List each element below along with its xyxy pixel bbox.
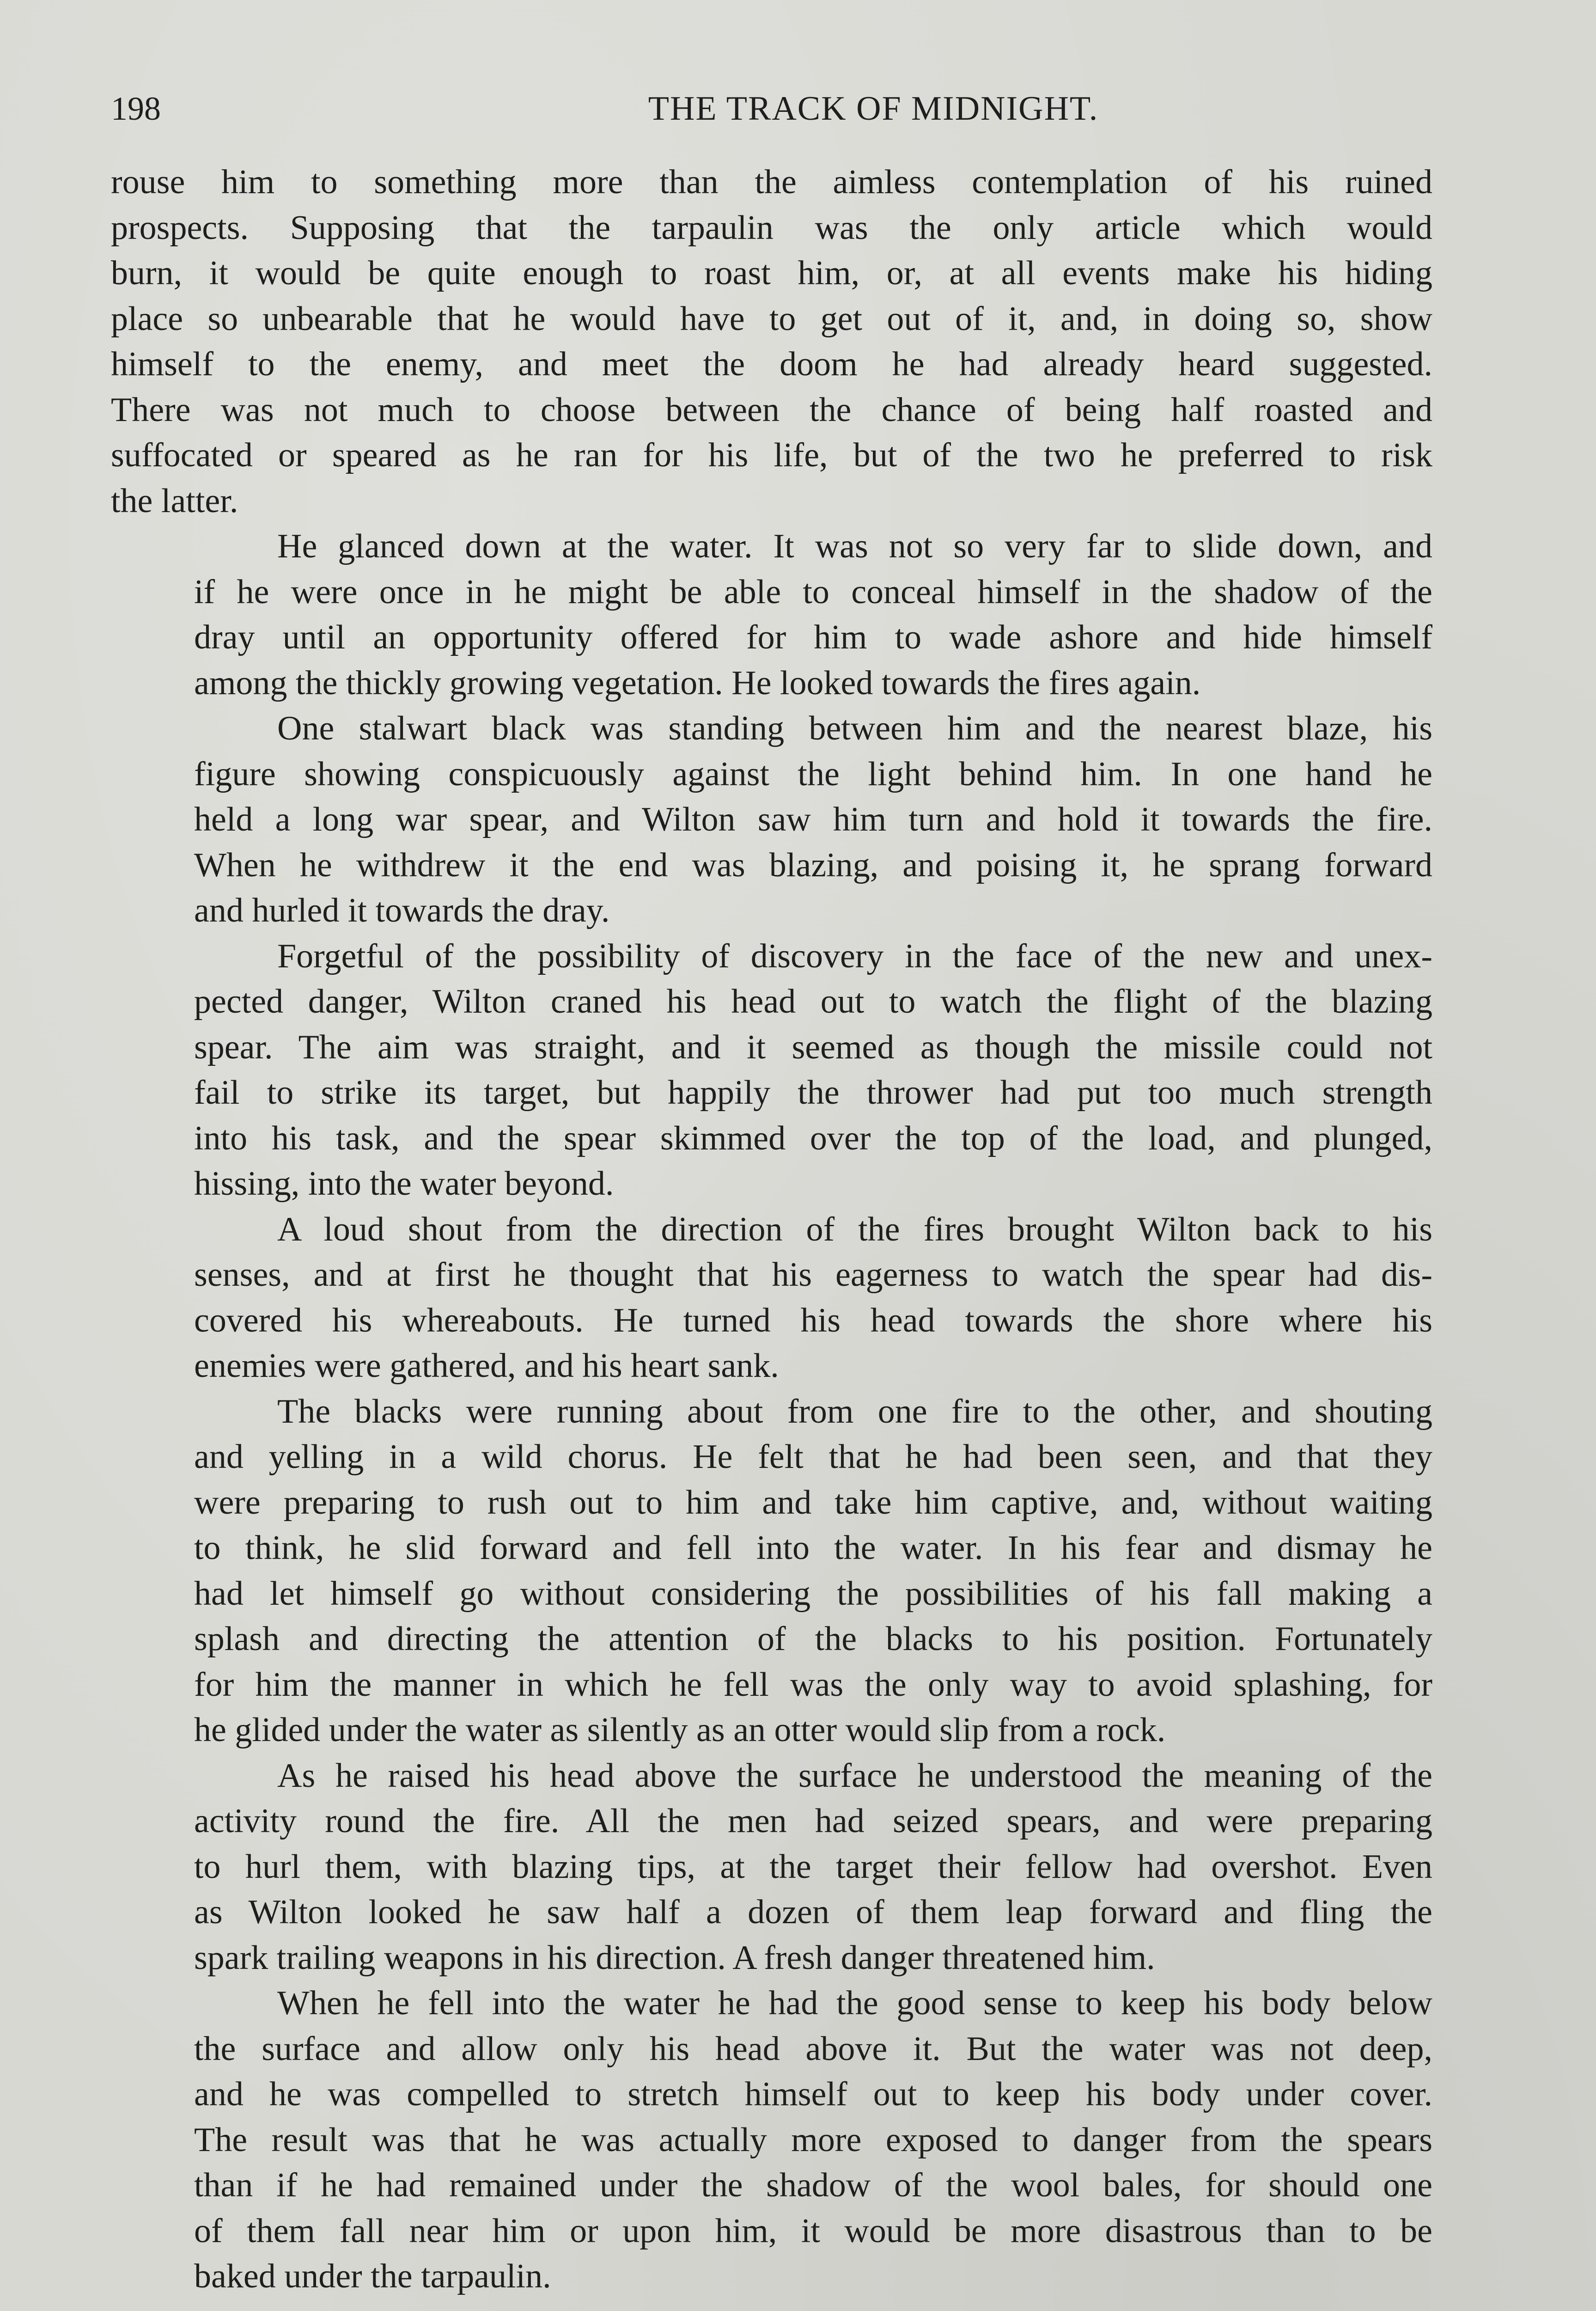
paragraph — [111, 524, 1432, 706]
text-line: When he withdrew it the end was blazing, and poising it, he sprang forward — [194, 846, 1432, 884]
text-line: fail to strike its target, but happily the thrower had put too much strength — [194, 1074, 1432, 1112]
text-line: The result was that he was actually more exposed to danger from the spears — [194, 2121, 1432, 2159]
text-line: of them fall near him or upon him, it would be more disastrous than to be — [194, 2212, 1432, 2250]
text-line: and he was compelled to stretch himself out to keep his body under cover. — [194, 2075, 1432, 2113]
text-line: if he were once in he might be able to conceal himself in the shadow of the — [194, 573, 1432, 611]
text-line: among the thickly growing vegetation. He looked towards the fires again. — [194, 664, 1201, 702]
text-line: dray until an opportunity offered for him to wade ashore and hide himself — [194, 618, 1432, 656]
paragraph — [111, 159, 1432, 524]
text-line: senses, and at first he thought that his eagerness to watch the spear had dis- — [194, 1256, 1432, 1294]
text-line: place so unbearable that he would have to get out of it, and, in doing so, show — [111, 300, 1432, 338]
text-line: than if he had remained under the shadow of the wool bales, for should one — [194, 2166, 1432, 2204]
text-line: he glided under the water as silently as an otter would slip from a rock. — [194, 1711, 1166, 1749]
text-line: prospects. Supposing that the tarpaulin was the only article which would — [111, 208, 1432, 247]
text-line: hissing, into the water beyond. — [194, 1165, 614, 1203]
text-line: He glanced down at the water. It was not so very far to slide down, and — [277, 527, 1432, 565]
text-line: covered his whereabouts. He turned his head towards the shore where his — [194, 1301, 1432, 1339]
text-line: There was not much to choose between the chance of being half roasted and — [111, 391, 1432, 429]
text-line: spark trailing weapons in his direction. A fresh danger threatened him. — [194, 1938, 1155, 1977]
text-line: rouse him to something more than the aimless contemplation of his ruined — [111, 163, 1432, 201]
text-line: The blacks were running about from one fire to the other, and shouting — [277, 1392, 1432, 1431]
paragraph — [111, 934, 1432, 1207]
body-text — [111, 159, 1432, 2299]
text-line: the latter. — [111, 482, 238, 520]
text-line: burn, it would be quite enough to roast him, or, at all events make his hiding — [111, 254, 1432, 292]
paragraph — [111, 1981, 1432, 2299]
paragraph — [111, 1207, 1432, 1389]
text-line: for him the manner in which he fell was the only way to avoid splashing, for — [194, 1665, 1432, 1704]
text-line: spear. The aim was straight, and it seemed as though the missile could not — [194, 1028, 1432, 1066]
text-line: to hurl them, with blazing tips, at the target their fellow had overshot. Even — [194, 1847, 1432, 1886]
text-line: as Wilton looked he saw half a dozen of them leap forward and fling the — [194, 1893, 1432, 1931]
text-line: and yelling in a wild chorus. He felt that he had been seen, and that they — [194, 1438, 1432, 1476]
text-line: pected danger, Wilton craned his head out to watch the flight of the blazing — [194, 983, 1432, 1021]
text-line: into his task, and the spear skimmed over the top of the load, and plunged, — [194, 1119, 1432, 1157]
text-line: activity round the fire. All the men had seized spears, and were preparing — [194, 1802, 1432, 1840]
page-header — [111, 83, 1437, 134]
running-head-title: THE TRACK OF MIDNIGHT. — [648, 90, 1099, 128]
page-number: 198 — [111, 90, 161, 127]
text-line: splash and directing the attention of the blacks to his position. Fortunately — [194, 1620, 1432, 1658]
text-line: One stalwart black was standing between him and the nearest blaze, his — [277, 709, 1432, 747]
text-line: himself to the enemy, and meet the doom he had already heard suggested. — [111, 345, 1432, 383]
paragraph — [111, 1753, 1432, 1981]
text-line: A loud shout from the direction of the fires brought Wilton back to his — [277, 1210, 1432, 1248]
text-line: baked under the tarpaulin. — [194, 2257, 551, 2295]
text-line: held a long war spear, and Wilton saw him turn and hold it towards the fire. — [194, 801, 1432, 838]
text-line: and hurled it towards the dray. — [194, 892, 610, 929]
text-line: suffocated or speared as he ran for his life, but of the two he preferred to risk — [111, 436, 1432, 474]
text-line: were preparing to rush out to him and take him captive, and, without waiting — [194, 1483, 1432, 1522]
paragraph — [111, 1389, 1432, 1753]
text-line: the surface and allow only his head above it. But the water was not deep, — [194, 2030, 1432, 2068]
text-line: Forgetful of the possibility of discovery in the face of the new and unex- — [277, 937, 1432, 975]
text-line: to think, he slid forward and fell into the water. In his fear and dismay he — [194, 1529, 1432, 1567]
text-line: When he fell into the water he had the good sense to keep his body below — [277, 1984, 1432, 2022]
text-line: As he raised his head above the surface he understood the meaning of the — [277, 1756, 1432, 1795]
paragraph — [111, 706, 1432, 934]
text-line: figure showing conspicuously against the light behind him. In one hand he — [194, 755, 1432, 793]
text-line: had let himself go without considering the possibilities of his fall making a — [194, 1574, 1432, 1613]
text-line: enemies were gathered, and his heart sank. — [194, 1347, 779, 1385]
